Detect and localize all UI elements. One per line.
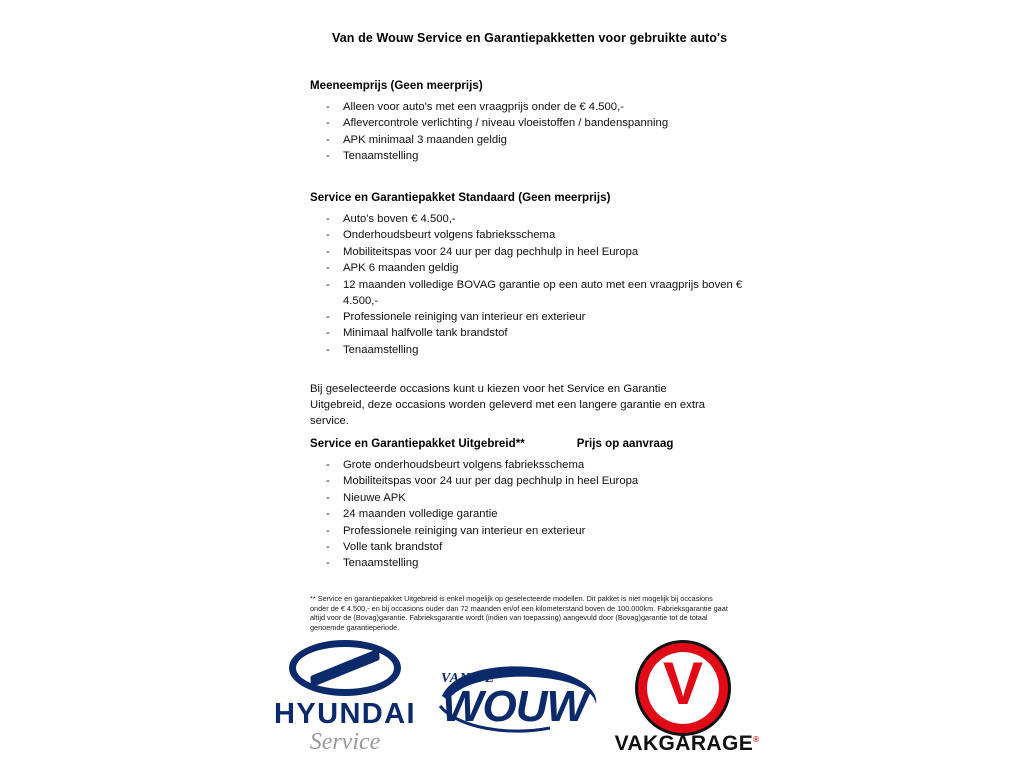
list-item: - Tenaamstelling	[310, 149, 970, 165]
list-item: - APK minimaal 3 maanden geldig	[310, 133, 970, 149]
section-standaard	[310, 192, 970, 359]
section-meeneemprijs	[310, 80, 970, 166]
hyundai-service-logo	[272, 640, 418, 756]
vakgarage-emblem-icon	[635, 640, 731, 736]
page-title: Van de Wouw Service en Garantiepakketten voor gebruikte auto's	[332, 31, 728, 45]
section-bullet-list	[310, 458, 970, 572]
section-bullet-list	[310, 100, 970, 165]
section-heading: Service en Garantiepakket Standaard (Geen meerprijs)	[310, 192, 611, 204]
registered-mark-icon: ®	[753, 735, 760, 744]
hyundai-emblem-icon	[289, 640, 401, 696]
section-heading: Meeneemprijs (Geen meerprijs)	[310, 80, 483, 92]
list-item: - 12 maanden volledige BOVAG garantie op een auto met een vraagprijs boven € 4.500,-	[310, 278, 743, 310]
section-bullet-list	[310, 212, 970, 359]
list-item: - APK 6 maanden geldig	[310, 261, 970, 277]
logo-row	[0, 636, 1024, 766]
intro-paragraph: Bij geselecteerde occasions kunt u kiezen voor het Service en Garantie Uitgebreid, deze occasions worden geleverd met een langere garantie en extra service.	[310, 383, 706, 428]
footnote: ** Service en garantiepakket Uitgebreid is enkel mogelijk op geselecteerde modellen. Dit pakket is niet mogelijk bij occasions onder de € 4.500,- en bij occasions ouder dan 72 maanden en/of een kilometerstand boven de 100.000km. Fabrieksgarantie gaat altijd voor de (Bovag)garantie. Fabrieksgarantie wordt (indien van toepassing) aangevuld door (Bovag)garantie tot de totaal genoemde garantieperiode.	[310, 594, 728, 632]
vakgarage-logo	[612, 636, 762, 766]
list-item: - Tenaamstelling	[310, 556, 970, 572]
list-item: - Nieuwe APK	[310, 491, 970, 507]
section-uitgebreid	[310, 438, 970, 573]
vakgarage-name-text: VAKGARAGE	[614, 732, 754, 755]
section-heading-text: Service en Garantiepakket Uitgebreid**	[310, 438, 525, 450]
section-heading	[310, 438, 970, 450]
list-item: - Minimaal halfvolle tank brandstof	[310, 326, 970, 342]
section-heading-note: Prijs op aanvraag	[576, 438, 674, 450]
van-de-wouw-logo	[432, 664, 612, 738]
list-item: - Aflevercontrole verlichting / niveau vloeistoffen / bandenspanning	[310, 116, 970, 132]
list-item: - Professionele reiniging van interieur en exterieur	[310, 524, 970, 540]
hyundai-service-text: Service	[309, 729, 381, 755]
list-item: - Auto's boven € 4.500,-	[310, 212, 970, 228]
hyundai-wordmark: HYUNDAI	[274, 698, 416, 730]
list-item: - Mobiliteitspas voor 24 uur per dag pechhulp in heel Europa	[310, 245, 970, 261]
list-item: - Professionele reiniging van interieur en exterieur	[310, 310, 970, 326]
vakgarage-wordmark	[612, 732, 762, 756]
list-item: - Alleen voor auto's met een vraagprijs onder de € 4.500,-	[310, 100, 970, 116]
list-item: - Mobiliteitspas voor 24 uur per dag pechhulp in heel Europa	[310, 474, 970, 490]
list-item: - Volle tank brandstof	[310, 540, 970, 556]
list-item: - Onderhoudsbeurt volgens fabrieksschema	[310, 228, 970, 244]
vakgarage-letter: V	[662, 650, 704, 718]
list-item: - Grote onderhoudsbeurt volgens fabrieksschema	[310, 458, 970, 474]
wouw-wordmark: WOUW	[442, 682, 588, 731]
list-item: - 24 maanden volledige garantie	[310, 507, 970, 523]
list-item: - Tenaamstelling	[310, 343, 970, 359]
wouw-prefix-text: VAN DE	[441, 671, 495, 686]
